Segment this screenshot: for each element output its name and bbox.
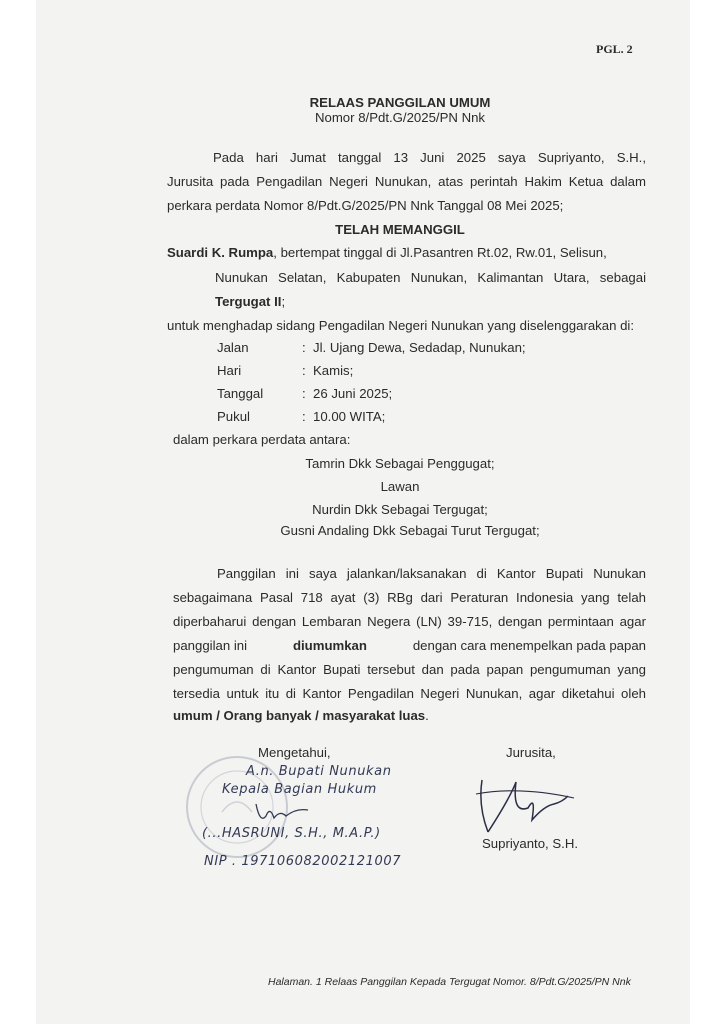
- detail-sep: :: [302, 386, 306, 401]
- page-label: PGL. 2: [596, 42, 633, 56]
- closing-line-7: [173, 708, 429, 724]
- closing-line-2: sebagaimana Pasal 718 ayat (3) RBg dari Peraturan Indonesia yang telah: [173, 590, 646, 605]
- co-defendant-line: Gusni Andaling Dkk Sebagai Turut Tergugat;: [280, 523, 540, 538]
- closing-line-6: tersedia untuk itu di Kantor Pengadilan Negeri Nunukan, agar diketahui oleh: [173, 686, 646, 701]
- summon-heading: TELAH MEMANGGIL: [335, 222, 465, 237]
- scan-margin: [690, 0, 725, 1024]
- closing-line-1: Panggilan ini saya jalankan/laksanakan di Kantor Bupati Nunukan: [217, 566, 646, 581]
- closing-line-4: [173, 638, 646, 654]
- party-address: , bertempat tinggal di Jl.Pasantren Rt.02, Rw.01, Selisun,: [273, 245, 607, 260]
- detail-label: Hari: [217, 363, 242, 378]
- detail-label: Jalan: [217, 340, 249, 355]
- official-nip: NIP . 197106082002121007: [204, 854, 402, 869]
- closing-line-4-start: panggilan ini: [173, 638, 248, 653]
- detail-value: Jl. Ujang Dewa, Sedadap, Nunukan;: [313, 340, 526, 355]
- party-line-1: [167, 245, 607, 261]
- hearing-intro: untuk menghadap sidang Pengadilan Negeri Nunukan yang diselenggarakan di:: [167, 318, 635, 333]
- party-role-end: ;: [281, 294, 286, 309]
- official-title-handwritten: A.n. Bupati Nunukan: [246, 764, 392, 779]
- case-intro: dalam perkara perdata antara:: [173, 432, 351, 447]
- party-line-2: Nunukan Selatan, Kabupaten Nunukan, Kalimantan Utara, sebagai: [215, 270, 646, 285]
- bailiff-label: Jurusita,: [506, 745, 556, 760]
- intro-line-3: perkara perdata Nomor 8/Pdt.G/2025/PN Nnk Tanggal 08 Mei 2025;: [167, 198, 564, 213]
- page-footer: Halaman. 1 Relaas Panggilan Kepada Tergugat Nomor. 8/Pdt.G/2025/PN Nnk: [268, 976, 631, 988]
- official-position-handwritten: Kepala Bagian Hukum: [222, 782, 377, 797]
- plaintiff-line: Tamrin Dkk Sebagai Penggugat;: [305, 456, 495, 471]
- bailiff-name: Supriyanto, S.H.: [482, 836, 579, 851]
- official-signature: [252, 798, 312, 828]
- party-role-line: [215, 294, 285, 310]
- detail-sep: :: [302, 409, 306, 424]
- versus-line: Lawan: [380, 479, 420, 494]
- closing-line-7-end: .: [425, 708, 429, 723]
- detail-value: 10.00 WITA;: [313, 409, 386, 424]
- document-number: Nomor 8/Pdt.G/2025/PN Nnk: [314, 110, 486, 125]
- intro-line-2: Jurusita pada Pengadilan Negeri Nunukan, atas perintah Hakim Ketua dalam: [167, 174, 646, 189]
- detail-value: 26 Juni 2025;: [313, 386, 393, 401]
- bailiff-signature: [470, 768, 580, 840]
- intro-line-1: Pada hari Jumat tanggal 13 Juni 2025 saya Supriyanto, S.H.,: [213, 150, 646, 165]
- detail-value: Kamis;: [313, 363, 354, 378]
- detail-label: Tanggal: [217, 386, 264, 401]
- detail-label: Pukul: [217, 409, 250, 424]
- party-name: Suardi K. Rumpa: [167, 245, 274, 260]
- audience-keyword: umum / Orang banyak / masyarakat luas: [173, 708, 426, 723]
- defendant-line: Nurdin Dkk Sebagai Tergugat;: [312, 502, 488, 517]
- document-title: RELAAS PANGGILAN UMUM: [309, 95, 491, 110]
- detail-sep: :: [302, 363, 306, 378]
- closing-line-5: pengumuman di Kantor Bupati tersebut dan pada papan pengumuman yang: [173, 662, 646, 677]
- detail-sep: :: [302, 340, 306, 355]
- acknowledged-label: Mengetahui,: [258, 745, 331, 760]
- party-role: Tergugat II: [215, 294, 282, 309]
- closing-line-3: diperbaharui dengan Lembaran Negera (LN) 39-715, dengan permintaan agar: [173, 614, 646, 629]
- announced-keyword: diumumkan: [292, 638, 367, 653]
- closing-line-4-end: dengan cara menempelkan pada papan: [412, 638, 646, 653]
- official-name: (...HASRUNI, S.H., M.A.P.): [202, 826, 381, 841]
